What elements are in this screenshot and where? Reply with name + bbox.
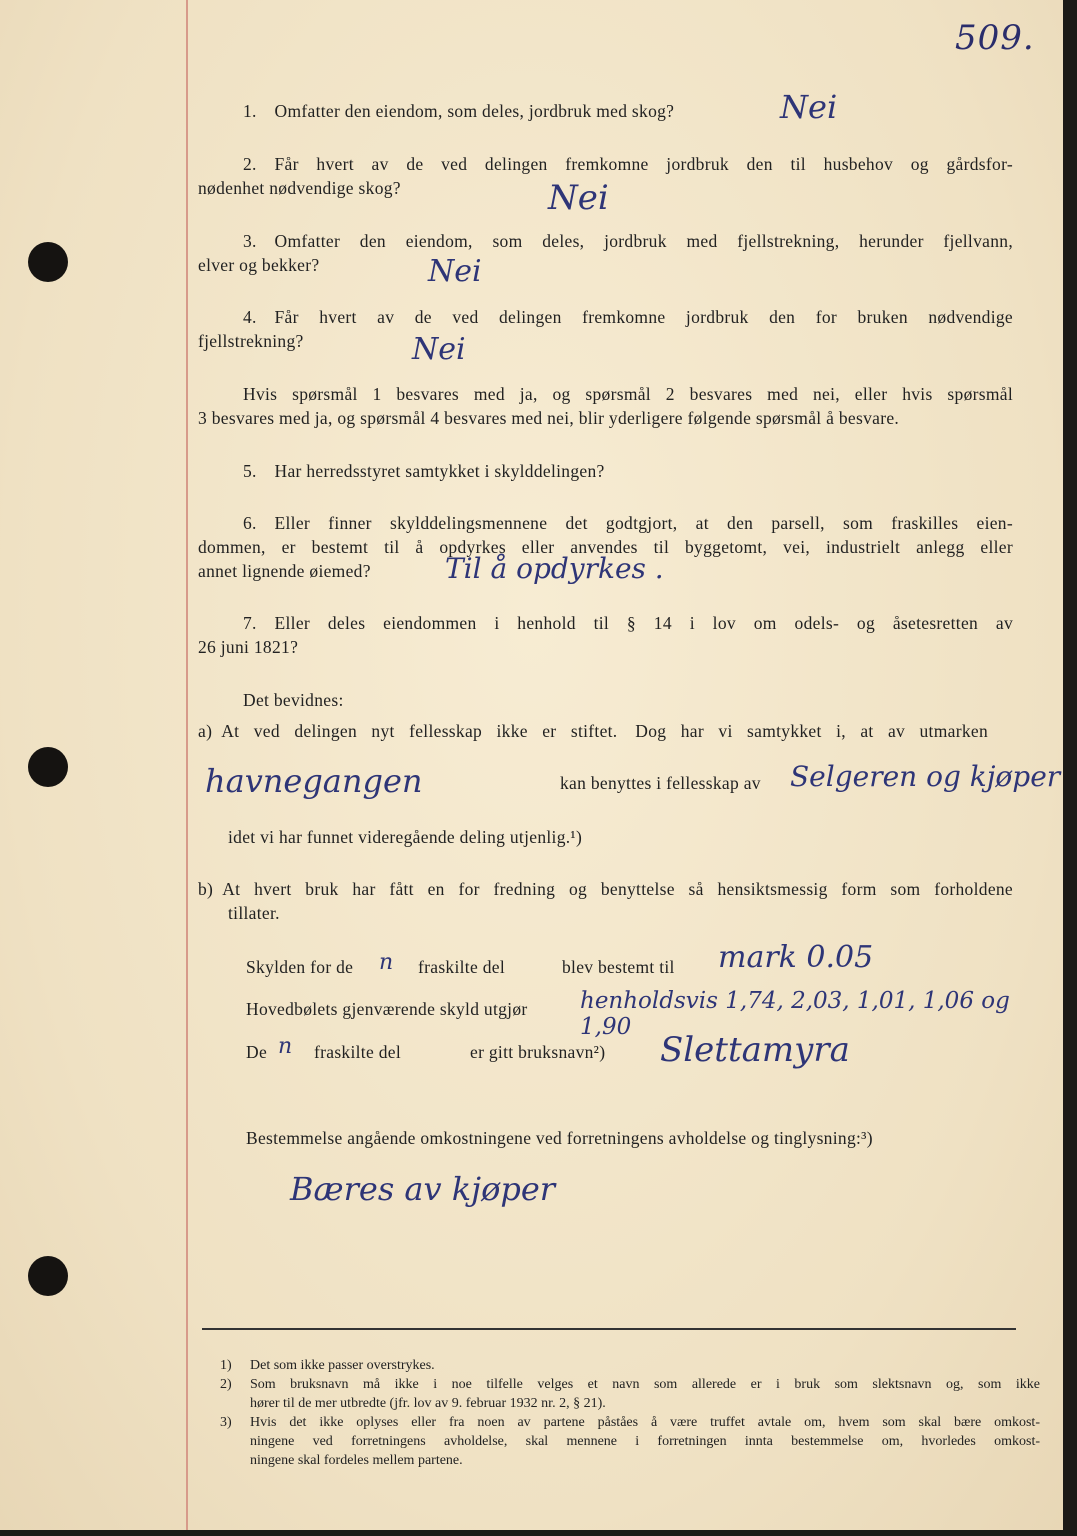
bruksnavn-handwritten-suffix: n xyxy=(278,1034,293,1059)
condition-line-1: Hvis spørsmål 1 besvares med ja, og spørsmål 2 besvares med nei, eller hvis spørsmål xyxy=(243,384,1013,404)
answer-2: Nei xyxy=(548,178,609,218)
answer-6: Til å opdyrkes . xyxy=(445,552,664,585)
question-7-line-2: 26 juni 1821? xyxy=(198,637,299,657)
question-6-line-2: dommen, er bestemt til å opdyrkes eller anvendes til byggetomt, vei, industrielt anlegg eller xyxy=(198,537,1013,557)
bruksnavn-label-1: De xyxy=(246,1042,268,1062)
section-a-line-3: idet vi har funnet videregående deling utjenlig.¹) xyxy=(228,827,583,847)
bestemmelse-answer: Bæres av kjøper xyxy=(290,1170,556,1208)
question-6-line-3: annet lignende øiemed? xyxy=(198,561,371,581)
section-a-handwritten-right: Selgeren og kjøper xyxy=(790,760,1061,793)
margin-line xyxy=(186,0,188,1530)
question-3-line-2: elver og bekker? xyxy=(198,255,320,275)
bruksnavn-label-3: er gitt bruksnavn²) xyxy=(470,1042,606,1062)
question-3-line-1: 3. Omfatter den eiendom, som deles, jordbruk med fjellstrekning, herunder fjellvann, xyxy=(243,231,1013,251)
bruksnavn-label-2: fraskilte del xyxy=(314,1042,401,1062)
condition-line-2: 3 besvares med ja, og spørsmål 4 besvares med nei, blir yderligere følgende spørsmål å besvare. xyxy=(198,408,900,428)
question-6-line-1: 6. Eller finner skylddelingsmennene det godtgjort, at den parsell, som fraskilles eien- xyxy=(243,513,1013,533)
footnote-text: ningene ved forretningens avholdelse, skal mennene i forretningen innta bestemmelse om, hvorledes omkost- xyxy=(250,1434,1040,1449)
footnote-text: Hvis det ikke oplyses eller fra noen av partene påståes å være truffet avtale om, hvem som skal bære omkost- xyxy=(250,1415,1040,1430)
page-number: 509. xyxy=(955,18,1035,58)
skyld-value: mark 0.05 xyxy=(718,940,874,975)
punch-hole xyxy=(28,1256,68,1296)
skyld-handwritten-suffix: n xyxy=(379,950,394,975)
question-1: 1. Omfatter den eiendom, som deles, jordbruk med skog? xyxy=(243,101,675,121)
hoved-value: henholdsvis 1,74, 2,03, 1,01, 1,06 og 1,90 xyxy=(580,988,1010,1040)
bestemmelse-text: Bestemmelse angående omkostningene ved forretningens avholdelse og tinglysning:³) xyxy=(246,1128,873,1148)
answer-4: Nei xyxy=(412,332,466,367)
footnote-2 xyxy=(220,1375,1040,1413)
hoved-label: Hovedbølets gjenværende skyld utgjør xyxy=(246,999,528,1019)
bruksnavn-value: Slettamyra xyxy=(660,1030,850,1070)
section-a-line-1: a) At ved delingen nyt fellesskap ikke er stiftet. Dog har vi samtykket i, at av utmarken xyxy=(198,721,988,741)
footnote-text: Det som ikke passer overstrykes. xyxy=(250,1358,435,1373)
footnote-text: Som bruksnavn må ikke i noe tilfelle velges et navn som allerede er i bruk som slektsnavn og, som ikke xyxy=(250,1377,1040,1392)
question-4-line-2: fjellstrekning? xyxy=(198,331,304,351)
question-2-line-1: 2. Får hvert av de ved delingen fremkomne jordbruk den til husbehov og gårdsfor- xyxy=(243,154,1013,174)
bevidnes-heading: Det bevidnes: xyxy=(243,690,344,710)
punch-hole xyxy=(28,747,68,787)
section-b-line-1: b) At hvert bruk har fått en for fredning og benyttelse så hensiktsmessig form som forholdene xyxy=(198,879,1013,899)
punch-hole xyxy=(28,242,68,282)
footnote-3 xyxy=(220,1413,1040,1470)
footnote-number: 2) xyxy=(220,1377,232,1392)
answer-1: Nei xyxy=(780,88,838,126)
footnote-number: 3) xyxy=(220,1415,232,1430)
footnote-1 xyxy=(220,1356,1020,1375)
footnote-number: 1) xyxy=(220,1358,232,1373)
footnote-text: hører til de mer utbredte (jfr. lov av 9. februar 1932 nr. 2, § 21). xyxy=(250,1396,606,1411)
section-a-middle: kan benyttes i fellesskap av xyxy=(560,773,761,793)
answer-3: Nei xyxy=(428,254,482,289)
section-b-line-2: tillater. xyxy=(228,903,280,923)
question-4-line-1: 4. Får hvert av de ved delingen fremkomne jordbruk den for bruken nødvendige xyxy=(243,307,1013,327)
section-a-handwritten-left: havnegangen xyxy=(205,762,423,800)
skyld-label-1: Skylden for de xyxy=(246,957,354,977)
question-5: 5. Har herredsstyret samtykket i skylddelingen? xyxy=(243,461,605,481)
question-2-line-2: nødenhet nødvendige skog? xyxy=(198,178,401,198)
skyld-label-3: blev bestemt til xyxy=(562,957,675,977)
footnote-text: ningene skal fordeles mellem partene. xyxy=(250,1453,463,1468)
skyld-label-2: fraskilte del xyxy=(418,957,505,977)
footnote-rule xyxy=(202,1328,1016,1330)
question-7-line-1: 7. Eller deles eiendommen i henhold til § 14 i lov om odels- og åsetesretten av xyxy=(243,613,1013,633)
